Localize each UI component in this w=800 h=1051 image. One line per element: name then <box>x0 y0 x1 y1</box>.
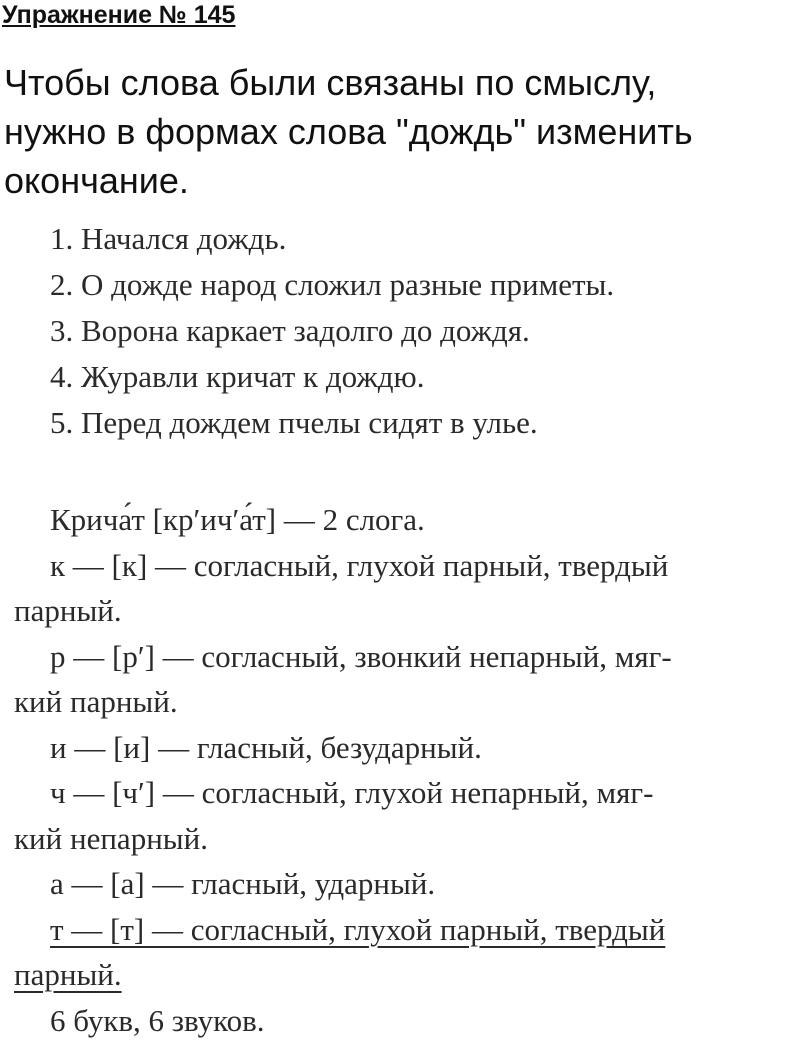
analysis-line: ч — [ч′] — согласный, глухой непарный, мяг- <box>50 775 654 810</box>
sentence-item: 4. Журавли кричат к дождю. <box>50 359 425 394</box>
analysis-line-cont: кий непарный. <box>14 820 208 856</box>
sentence-item: 1. Начался дождь. <box>50 221 287 256</box>
phonetic-analysis <box>14 497 800 1043</box>
intro-line: окончание. <box>4 160 189 201</box>
sentence-item: 3. Ворона каркает задолго до дождя. <box>50 313 530 348</box>
analysis-line: к — [к] — согласный, глухой парный, твердый <box>50 547 669 583</box>
analysis-summary: 6 букв, 6 звуков. <box>50 1002 265 1038</box>
analysis-line: а — [а] — гласный, ударный. <box>50 866 436 901</box>
sentence-item: 2. О дожде народ сложил разные приметы. <box>50 267 615 302</box>
analysis-line: и — [и] — гласный, безударный. <box>50 729 482 765</box>
intro-paragraph <box>4 58 794 205</box>
analysis-heading: Крича́т [кр′ич′а́т] — 2 слога. <box>50 502 425 537</box>
exercise-title: Упражнение № 145 <box>2 1 236 29</box>
analysis-line-cont: парный. <box>14 593 122 628</box>
analysis-line: р — [р′] — согласный, звонкий непарный, мяг- <box>50 638 672 674</box>
sentence-item: 5. Перед дождем пчелы сидят в улье. <box>50 405 538 440</box>
sentence-list <box>50 216 790 446</box>
intro-line: Чтобы слова были связаны по смыслу, <box>4 62 657 103</box>
analysis-line-cont: кий парный. <box>14 684 178 719</box>
analysis-line: т — [т] — согласный, глухой парный, твердый <box>50 911 666 947</box>
intro-line: нужно в формах слова "дождь" изменить <box>4 111 693 152</box>
analysis-line-cont: парный. <box>14 957 122 992</box>
